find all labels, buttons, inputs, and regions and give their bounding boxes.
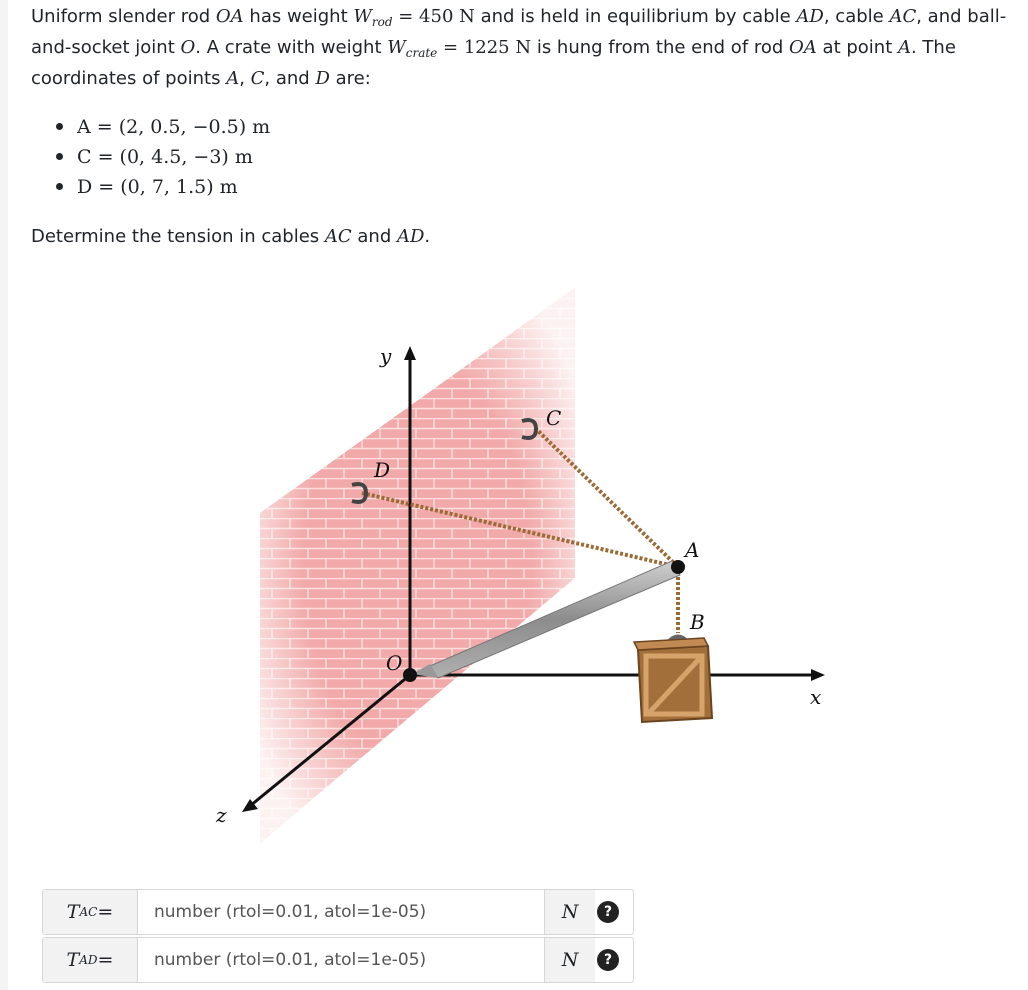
help-icon[interactable]: ? <box>597 949 619 971</box>
statics-figure <box>200 278 840 858</box>
coordinate-list <box>56 112 270 202</box>
tad-input[interactable] <box>138 940 544 980</box>
answer-label-tad: T AD = <box>43 938 138 982</box>
coord-a: A = (2, 0.5, −0.5) m <box>56 112 270 142</box>
answer-row-tad <box>42 937 634 983</box>
label-z: z <box>216 803 227 827</box>
answer-row-tac <box>42 889 634 935</box>
point-o <box>403 668 417 682</box>
bullet-icon <box>56 183 63 190</box>
crate-icon <box>634 637 712 722</box>
left-gutter <box>0 0 8 990</box>
label-d: D <box>374 458 391 482</box>
label-b: B <box>690 610 705 634</box>
unit-label: N <box>544 890 595 934</box>
help-icon[interactable]: ? <box>597 901 619 923</box>
point-a <box>671 560 685 574</box>
label-c: C <box>546 406 562 430</box>
tac-input[interactable] <box>138 892 544 932</box>
label-x: x <box>810 685 822 709</box>
problem-statement: Uniform slender rod OA has weight $W_{rod} = 450$ N and is held in equilibrium by cable AD, cable AC, and ball-and-socket joint O. A crate with weight $W_{crate} = 1225$ N is hung from the end of rod OA at point A. The coordinates of points A, C, and D are: <box>31 6 1007 89</box>
bullet-icon <box>56 153 63 160</box>
label-o: O <box>386 651 403 675</box>
label-a: A <box>685 538 700 562</box>
label-y: y <box>380 344 392 368</box>
coord-d: D = (0, 7, 1.5) m <box>56 172 270 202</box>
bullet-icon <box>56 123 63 130</box>
question-prompt: Determine the tension in cables AC and AD. <box>31 226 431 247</box>
unit-label: N <box>544 938 595 982</box>
answer-label-tac: T AC = <box>43 890 138 934</box>
coord-c: C = (0, 4.5, −3) m <box>56 142 270 172</box>
